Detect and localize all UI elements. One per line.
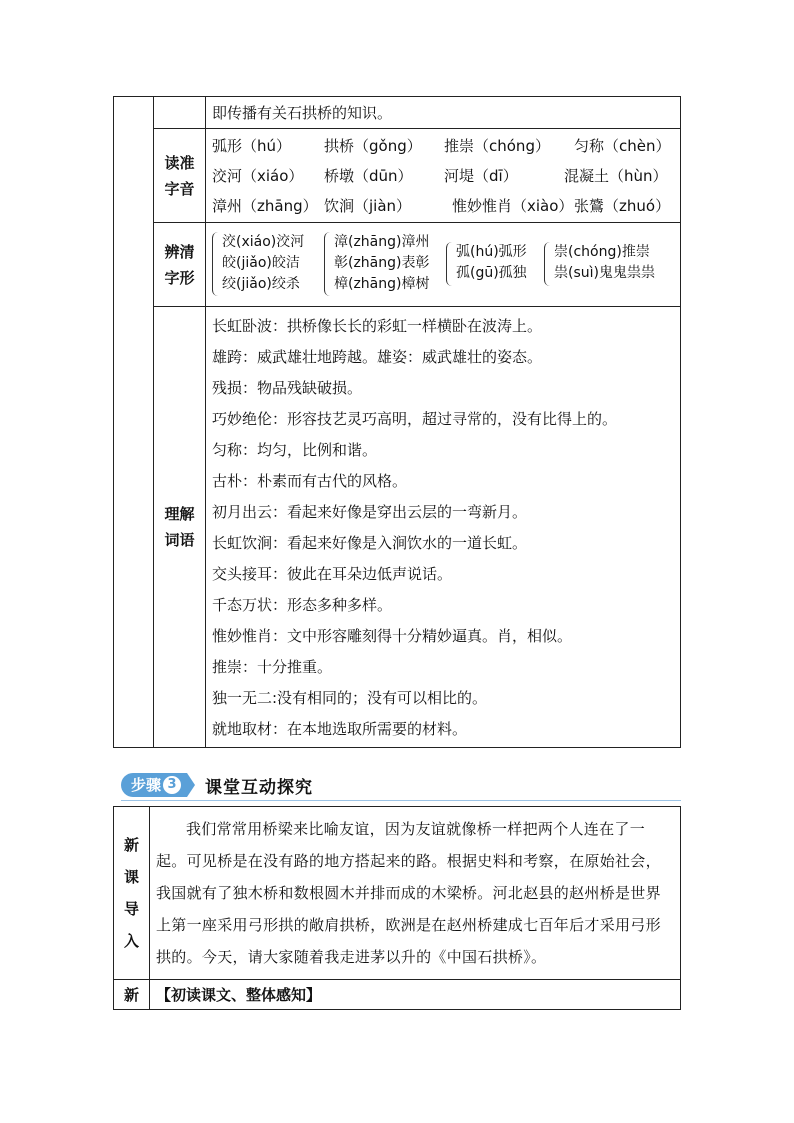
char-group: 崇(chóng)推崇 祟(suì)鬼鬼祟祟: [544, 242, 655, 284]
brace-icon: [212, 232, 220, 296]
reading-content: [206, 129, 681, 223]
step-number: 3: [163, 776, 181, 794]
vocab-item: 惟妙惟肖：文中形容雕刻得十分精妙逼真。肖，相似。: [212, 627, 573, 645]
vocab-item: 雄跨：威武雄壮地跨越。雄姿：威武雄壮的姿态。: [212, 348, 543, 366]
vocab-label: 理解 词语: [154, 307, 206, 748]
char-group: 漳(zhāng)漳州 彰(zhāng)表彰 樟(zhāng)樟树: [324, 232, 429, 295]
intro-label: 新 课 导 入: [114, 807, 150, 980]
header-divider: [121, 800, 681, 801]
forms-content: [206, 223, 681, 307]
vocab-item: 匀称：均匀，比例和谐。: [212, 441, 378, 459]
badge-arrow-icon: [187, 773, 195, 797]
next-heading: 【初读课文、整体感知】: [150, 980, 681, 1010]
vocab-item: 千态万状：形态多种多样。: [212, 596, 393, 614]
vocab-item: 就地取材：在本地选取所需要的材料。: [212, 720, 468, 738]
vocab-content: [206, 307, 681, 748]
vocab-item: 独一无二:没有相同的；没有可以相比的。: [212, 689, 488, 707]
next-row: [114, 980, 681, 1010]
step-header: [121, 773, 313, 797]
pinyin-row: 洨河（xiáo） 桥墩（dūn） 河堤（dī） 混凝土（hùn）: [212, 166, 668, 185]
continuation-text: 即传播有关石拱桥的知识。: [206, 97, 681, 129]
vocab-row: [114, 307, 681, 748]
forms-row: [114, 223, 681, 307]
lesson-table: [113, 806, 681, 1010]
vocab-item: 长虹卧波：拱桥像长长的彩虹一样横卧在波涛上。: [212, 317, 543, 335]
reading-label: 读准 字音: [154, 129, 206, 223]
vocab-item: 推崇：十分推重。: [212, 658, 333, 676]
char-group: 洨(xiáo)洨河 皎(jiǎo)皎洁 绞(jiǎo)绞杀: [212, 232, 304, 295]
section-title: 课堂互动探究: [205, 777, 314, 798]
brace-icon: [446, 242, 454, 286]
vocab-item: 交头接耳：彼此在耳朵边低声说话。: [212, 565, 453, 583]
step-badge: 步骤 3: [121, 773, 187, 797]
brace-icon: [324, 232, 332, 296]
vocab-item: 长虹饮涧：看起来好像是入涧饮水的一道长虹。: [212, 534, 528, 552]
intro-row: [114, 807, 681, 980]
pinyin-row: 漳州（zhāng） 饮涧（jiàn） 惟妙惟肖（xiào） 张鷟（zhuó）: [212, 196, 671, 215]
pinyin-row: 弧形（hú） 拱桥（gǒng） 推崇（chóng） 匀称（chèn）: [212, 136, 671, 155]
forms-label: 辨清 字形: [154, 223, 206, 307]
intro-text: 我们常常用桥梁来比喻友谊，因为友谊就像桥一样把两个人连在了一起。可见桥是在没有路的地方搭起来的路。根据史料和考察，在原始社会，我国就有了独木桥和数根圆木并排而成的木梁桥。河北赵县的赵州桥是世界上第一座采用弓形拱的敞肩拱桥，欧洲是在赵州桥建成七百年后才采用弓形拱的。今天，请大家随着我走进茅以升的《中国石拱桥》。: [150, 807, 681, 980]
char-group: 弧(hú)弧形 孤(gū)孤独: [446, 242, 527, 284]
brace-icon: [544, 242, 552, 286]
left-margin-cell: [114, 97, 154, 748]
vocab-item: 古朴：朴素而有古代的风格。: [212, 472, 408, 490]
vocab-item: 巧妙绝伦：形容技艺灵巧高明，超过寻常的，没有比得上的。: [212, 410, 618, 428]
reading-row: [114, 129, 681, 223]
empty-label-cell: [154, 97, 206, 129]
word-study-table: [113, 96, 681, 748]
vocab-item: 残损：物品残缺破损。: [212, 379, 363, 397]
vocab-item: 初月出云：看起来好像是穿出云层的一弯新月。: [212, 503, 528, 521]
next-label: 新: [114, 980, 150, 1010]
continuation-row: [114, 97, 681, 129]
